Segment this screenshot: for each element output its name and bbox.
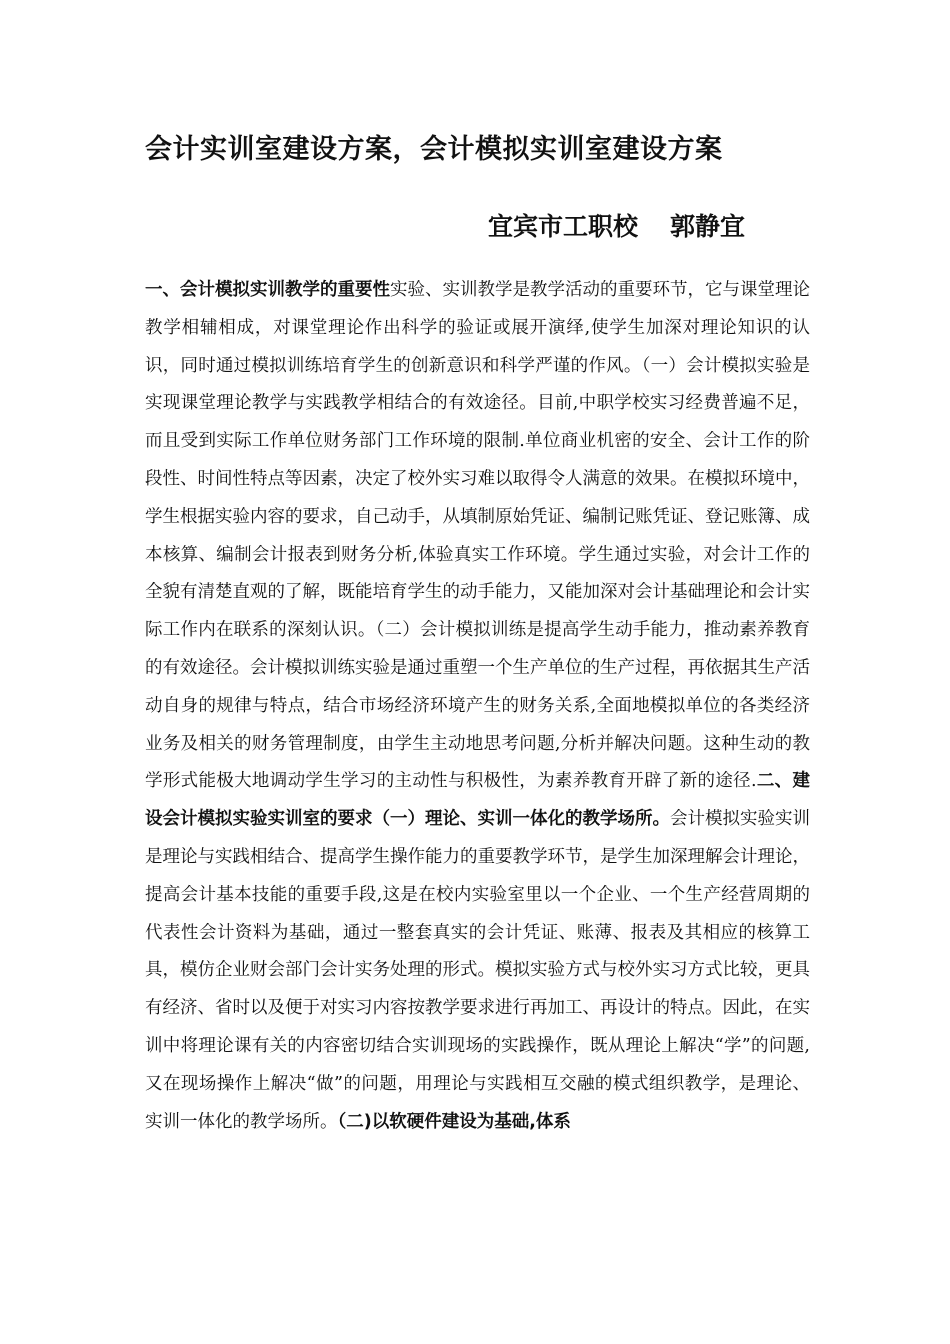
body-paragraph [145, 272, 810, 1141]
section-2-text: 会计模拟实验实训是理论与实践相结合、提高学生操作能力的重要教学环节，是学生加深理解会计理论，提高会计基本技能的重要手段,这是在校内实验室里以一个企业、一个生产经营周期的代表性会计资料为基础，通过一整套真实的会计凭证、账薄、报表及其相应的核算工具，模仿企业财会部门会计实务处理的形式。模拟实验方式与校外实习方式比较，更具有经济、省时以及便于对实习内容按教学要求进行再加工、再设计的特点。因此，在实训中将理论课有关的内容密切结合实训现场的实践操作，既从理论上解决“学”的问题,又在现场操作上解决“做”的问题，用理论与实践相互交融的模式组织教学，是理论、实训一体化的教学场所。 [145, 809, 810, 1132]
author-line [488, 207, 745, 247]
heading-section-2: 二、建设会计模拟实验实训室的要求（一）理论、实训一体化的教学场所。 [145, 771, 810, 830]
heading-subsection-2-2: （二)以软硬件建设为基础,体系 [337, 1111, 571, 1132]
document-title: 会计实训室建设方案，会计模拟实训室建设方案 [145, 134, 723, 165]
section-1-text: 实验、实训教学是教学活动的重要环节，它与课堂理论教学相辅相成，对课堂理论作出科学的验证或展开演绎,使学生加深对理论知识的认识，同时通过模拟训练培育学生的创新意识和科学严谨的作风。（一）会计模拟实验是实现课堂理论教学与实践教学相结合的有效途径。目前,中职学校实习经费普遍不足，而且受到实际工作单位财务部门工作环境的限制.单位商业机密的安全、会计工作的阶段性、时间性特点等因素，决定了校外实习难以取得令人满意的效果。在模拟环境中，学生根据实验内容的要求，自己动手，从填制原始凭证、编制记账凭证、登记账簿、成本核算、编制会计报表到财务分析,体验真实工作环境。学生通过实验，对会计工作的全貌有清楚直观的了解，既能培育学生的动手能力，又能加深对会计基础理论和会计实际工作内在联系的深刻认识。（二）会计模拟训练是提高学生动手能力，推动素养教育的有效途径。会计模拟训练实验是通过重塑一个生产单位的生产过程，再依据其生产活动自身的规律与特点，结合市场经济环境产生的财务关系,全面地模拟单位的各类经济业务及相关的财务管理制度，由学生主动地思考问题,分析并解决问题。这种生动的教学形式能极大地调动学生学习的主动性与积极性，为素养教育开辟了新的途径. [145, 280, 810, 792]
author-name: 郭静宜 [670, 212, 746, 241]
heading-section-1: 一、会计模拟实训教学的重要性 [145, 280, 390, 300]
author-school: 宜宾市工职校 [488, 212, 639, 241]
